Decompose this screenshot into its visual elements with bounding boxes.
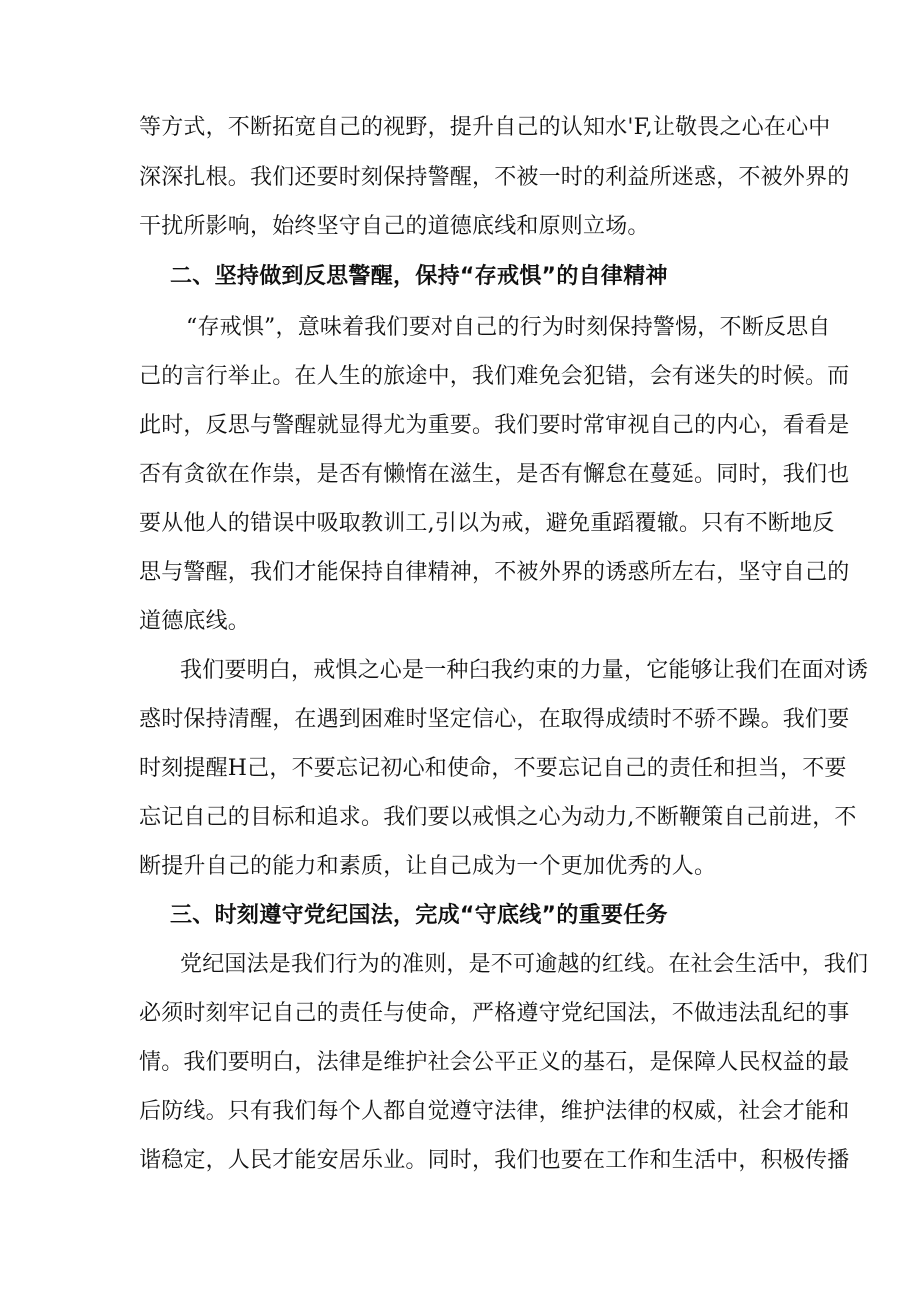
- paragraph-line: 忘记自己的目标和追求。我们要以戒惧之心为动力,不断鞭策自己前进，不: [139, 805, 857, 830]
- section-heading: 二、坚持做到反思警醒，保持“存戒惧”的自律精神: [170, 264, 668, 289]
- paragraph-line: 我们要明白，戒惧之心是一种臼我约束的力量，它能够让我们在面对诱: [180, 658, 869, 683]
- paragraph-line: 干扰所影响，始终坚守自己的道德底线和原则立场。: [139, 214, 650, 239]
- paragraph-line: 此时，反思与警醒就显得尤为重要。我们要时常审视自己的内心，看看是: [139, 413, 850, 438]
- section-heading: 三、时刻遵守党纪国法，完成“守底线”的重要任务: [170, 903, 668, 928]
- paragraph-line: 深深扎根。我们还要时刻保持警醒，不被一时的利益所迷惑，不被外界的: [139, 165, 850, 190]
- paragraph-line: 否有贪欲在作祟，是否有懒惰在滋生，是否有懈怠在蔓延。同时，我们也: [139, 462, 850, 487]
- paragraph-line: 惑时保持清醒，在遇到困难时坚定信心，在取得成绩时不骄不躁。我们要: [139, 707, 850, 732]
- paragraph-line: 必须时刻牢记自己的责任与使命，严格遵守党纪国法，不做违法乱纪的事: [139, 1001, 850, 1026]
- paragraph-line: 时刻提醒H己，不要忘记初心和使命，不要忘记自己的责任和担当，不要: [139, 756, 847, 781]
- paragraph-line: 思与警醒，我们才能保持自律精神，不被外界的诱惑所左右，坚守自己的: [139, 560, 850, 585]
- paragraph-line: 道德底线。: [139, 609, 251, 634]
- paragraph-line: 断提升自己的能力和素质，让自己成为一个更加优秀的人。: [139, 854, 717, 879]
- paragraph-line: 谐稳定，人民才能安居乐业。同时，我们也要在工作和生活中，积极传播: [139, 1148, 850, 1173]
- paragraph-line: 情。我们要明白，法律是维护社会公平正义的基石，是保障人民权益的最: [139, 1050, 850, 1075]
- paragraph-line: 己的言行举止。在人生的旅途中，我们难免会犯错，会有迷失的时候。而: [139, 364, 850, 389]
- paragraph-line: 后防线。只有我们每个人都自觉遵守法律，维护法律的权威，社会才能和: [139, 1099, 850, 1124]
- paragraph-line: “存戒惧”，意味着我们要对自己的行为时刻保持警惕，不断反思自: [186, 315, 831, 340]
- paragraph-line: 党纪国法是我们行为的准则，是不可逾越的红线。在社会生活中，我们: [180, 952, 869, 977]
- paragraph-line: 要从他人的错误中吸取教训工,引以为戒，避免重蹈覆辙。只有不断地反: [139, 511, 835, 536]
- paragraph-line: 等方式，不断拓宽自己的视野，提升自己的认知水'F,让敬畏之心在心中: [139, 115, 831, 140]
